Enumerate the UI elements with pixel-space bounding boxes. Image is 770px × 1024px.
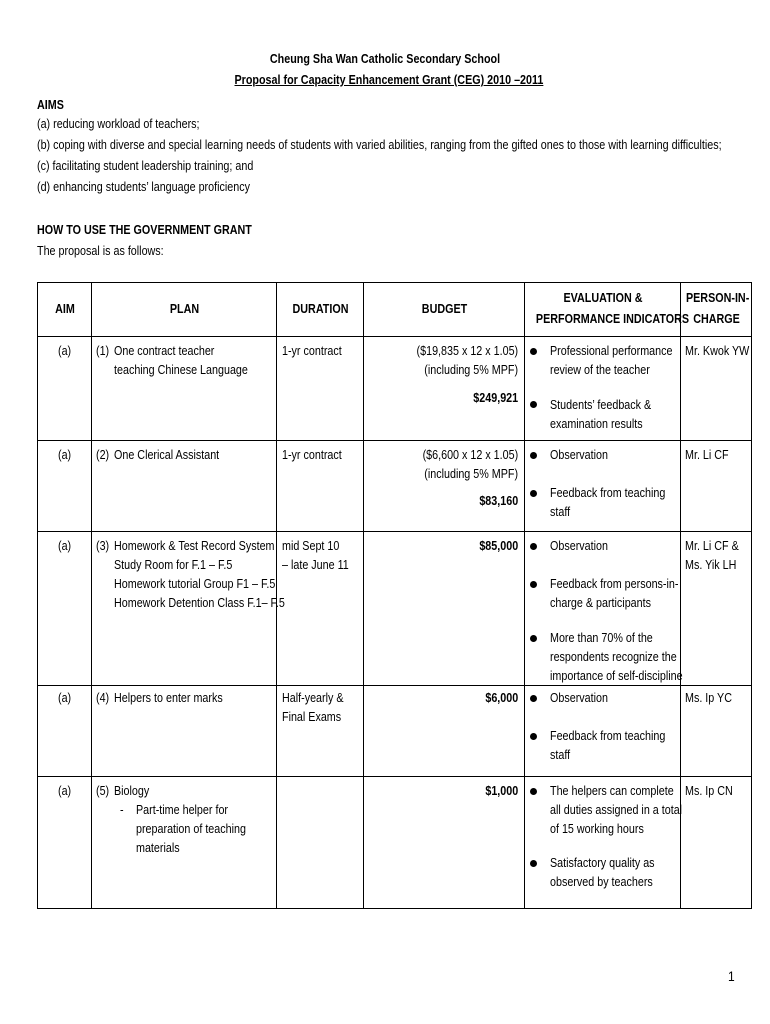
row-aim: (a) (58, 344, 72, 358)
eval-line: Observation (550, 691, 608, 705)
row-plan-line: One Clerical Assistant (114, 448, 220, 462)
aim-item-c: (c) facilitating student leadership training; and (37, 159, 254, 173)
row-duration: 1-yr contract (282, 448, 342, 462)
eval-line: importance of self-discipline (550, 669, 683, 683)
eval-line: Feedback from teaching (550, 729, 666, 743)
row-duration-line: Half-yearly & (282, 691, 344, 705)
eval-line: respondents recognize the (550, 650, 677, 664)
row-budget-line: ($19,835 x 12 x 1.05) (416, 344, 518, 358)
aims-heading: AIMS (37, 98, 64, 112)
aim-item-b: (b) coping with diverse and special learning needs of students with varied abilities, ranging from the gifted ones to those with learning difficulties; (37, 138, 722, 152)
sub-bullet: - (120, 803, 124, 817)
row-duration-line: – late June 11 (282, 558, 349, 572)
table-row (38, 532, 752, 686)
header-aim: AIM (38, 283, 92, 337)
eval-line: all duties assigned in a total (550, 803, 683, 817)
row-aim: (a) (58, 448, 72, 462)
eval-line: staff (550, 505, 571, 519)
eval-line: Observation (550, 448, 608, 462)
bullet-icon (530, 733, 537, 740)
row-number: (5) (96, 784, 110, 798)
row-plan-line: Homework Detention Class F.1– F.5 (114, 596, 285, 610)
row-number: (3) (96, 539, 110, 553)
row-budget-total: $249,921 (473, 391, 518, 405)
row-plan-line: One contract teacher (114, 344, 215, 358)
bullet-icon (530, 452, 537, 459)
eval-line: review of the teacher (550, 363, 650, 377)
row-budget-line: ($6,600 x 12 x 1.05) (422, 448, 518, 462)
eval-line: Students’ feedback & (550, 398, 652, 412)
header-duration: DURATION (277, 283, 364, 337)
eval-line: Satisfactory quality as (550, 856, 655, 870)
proposal-title: Proposal for Capacity Enhancement Grant (CEG) 2010 –2011 (234, 73, 544, 87)
table-row (38, 686, 752, 777)
grant-intro: The proposal is as follows: (37, 244, 164, 258)
header-evaluation: EVALUATION & PERFORMANCE INDICATORS (525, 283, 681, 337)
row-person: Mr. Kwok YW (685, 344, 750, 358)
row-plan-line: Part-time helper for (136, 803, 229, 817)
row-plan-line: materials (136, 841, 180, 855)
row-duration: 1-yr contract (282, 344, 342, 358)
eval-line: staff (550, 748, 571, 762)
row-person: Ms. Ip YC (685, 691, 733, 705)
row-plan-line: Homework tutorial Group F1 – F.5 (114, 577, 276, 591)
eval-line: Observation (550, 539, 608, 553)
bullet-icon (530, 788, 537, 795)
table-row (38, 337, 752, 441)
proposal-table (37, 282, 752, 909)
row-budget-line: (including 5% MPF) (424, 363, 518, 377)
eval-line: More than 70% of the (550, 631, 653, 645)
row-aim: (a) (58, 784, 72, 798)
eval-line: observed by teachers (550, 875, 653, 889)
bullet-icon (530, 581, 537, 588)
grant-heading: HOW TO USE THE GOVERNMENT GRANT (37, 223, 252, 237)
row-plan-line: Homework & Test Record System (114, 539, 275, 553)
row-person: Ms. Ip CN (685, 784, 733, 798)
table-header-row (38, 283, 752, 337)
header-budget: BUDGET (364, 283, 525, 337)
eval-line: Feedback from persons-in- (550, 577, 679, 591)
page-number: 1 (728, 968, 735, 984)
header-plan: PLAN (92, 283, 277, 337)
row-duration-line: mid Sept 10 (282, 539, 340, 553)
table-row (38, 441, 752, 532)
eval-line: Professional performance (550, 344, 673, 358)
aim-item-a: (a) reducing workload of teachers; (37, 117, 200, 131)
row-person: Mr. Li CF (685, 448, 729, 462)
row-duration-line: Final Exams (282, 710, 342, 724)
bullet-icon (530, 695, 537, 702)
row-budget-total: $1,000 (485, 784, 518, 798)
eval-line: Feedback from teaching (550, 486, 666, 500)
row-plan-line: teaching Chinese Language (114, 363, 248, 377)
aim-item-d: (d) enhancing students’ language proficiency (37, 180, 250, 194)
row-budget-total: $83,160 (479, 494, 518, 508)
row-aim: (a) (58, 539, 72, 553)
eval-line: charge & participants (550, 596, 651, 610)
eval-line: of 15 working hours (550, 822, 644, 836)
bullet-icon (530, 401, 537, 408)
bullet-icon (530, 635, 537, 642)
bullet-icon (530, 860, 537, 867)
row-plan-line: Study Room for F.1 – F.5 (114, 558, 233, 572)
row-aim: (a) (58, 691, 72, 705)
bullet-icon (530, 490, 537, 497)
school-name: Cheung Sha Wan Catholic Secondary School (269, 52, 501, 66)
row-number: (4) (96, 691, 110, 705)
row-number: (1) (96, 344, 110, 358)
bullet-icon (530, 348, 537, 355)
row-budget-total: $6,000 (485, 691, 518, 705)
row-person-line: Mr. Li CF & (685, 539, 739, 553)
eval-line: The helpers can complete (550, 784, 674, 798)
row-person-line: Ms. Yik LH (685, 558, 737, 572)
row-plan-line: preparation of teaching (136, 822, 246, 836)
table-row (38, 777, 752, 909)
row-plan-line: Helpers to enter marks (114, 691, 223, 705)
row-number: (2) (96, 448, 110, 462)
header-person-in-charge: PERSON-IN- CHARGE (681, 283, 752, 337)
row-budget-total: $85,000 (479, 539, 518, 553)
row-plan-line: Biology (114, 784, 150, 798)
eval-line: examination results (550, 417, 643, 431)
row-budget-line: (including 5% MPF) (424, 467, 518, 481)
bullet-icon (530, 543, 537, 550)
